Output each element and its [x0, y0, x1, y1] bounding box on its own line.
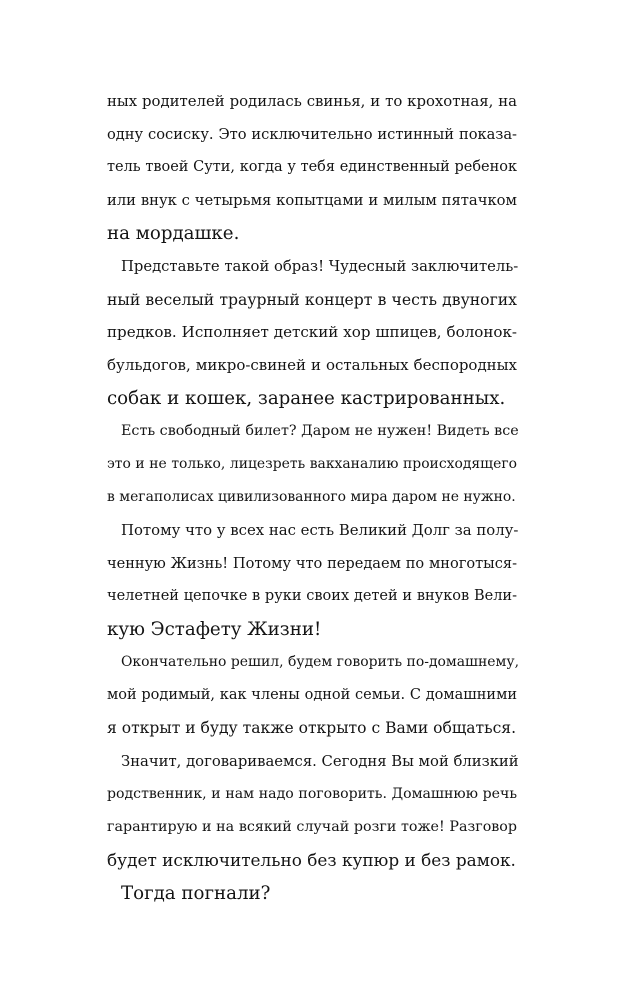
text-line: одну сосиску. Это исключительно истинный показа- [107, 126, 517, 143]
text-line: ных родителей родилась свинья, и то крохотная, на [107, 92, 517, 110]
page-body-text [107, 85, 520, 910]
text-line: Тогда погнали? [121, 883, 271, 904]
text-line: бульдогов, микро-свиней и остальных беспородных [107, 356, 517, 374]
text-line: ченную Жизнь! Потому что передаем по многотыся- [107, 555, 517, 572]
text-line: челетней цепочке в руки своих детей и внуков Вели- [107, 588, 517, 604]
text-line: Потому что у всех нас есть Великий Долг за полу- [121, 521, 519, 539]
text-line: мой родимый, как члены одной семьи. С домашними [107, 687, 517, 703]
text-line: ный веселый траурный концерт в честь двуногих [107, 290, 517, 309]
text-line: гарантирую и на всякий случай розги тоже! Разговор [107, 819, 517, 835]
text-line: я открыт и буду также открыто с Вами общаться. [107, 719, 516, 737]
text-line: Значит, договариваемся. Сегодня Вы мой близкий [121, 753, 519, 770]
text-line: предков. Исполняет детский хор шпицев, болонок- [107, 323, 517, 341]
text-line: Представьте такой образ! Чудесный заключитель- [121, 258, 519, 275]
text-line: будет исключительно без купюр и без рамок. [107, 850, 516, 870]
text-line: Есть свободный билет? Даром не нужен! Видеть все [121, 423, 519, 439]
text-line: Окончательно решил, будем говорить по-домашнему, [121, 654, 520, 670]
text-line: родственник, и нам надо поговорить. Домашнюю речь [107, 786, 517, 802]
text-line: это и не только, лицезреть вакханалию происходящего [107, 456, 517, 472]
text-line: собак и кошек, заранее кастрированных. [107, 388, 506, 409]
text-line: тель твоей Сути, когда у тебя единственный ребенок [107, 159, 517, 175]
text-line: в мегаполисах цивилизованного мира даром не нужно. [107, 489, 516, 505]
text-line: кую Эстафету Жизни! [107, 619, 322, 640]
text-line: или внук с четырьмя копытцами и милым пятачком [107, 192, 517, 209]
text-line: на мордашке. [107, 223, 240, 244]
